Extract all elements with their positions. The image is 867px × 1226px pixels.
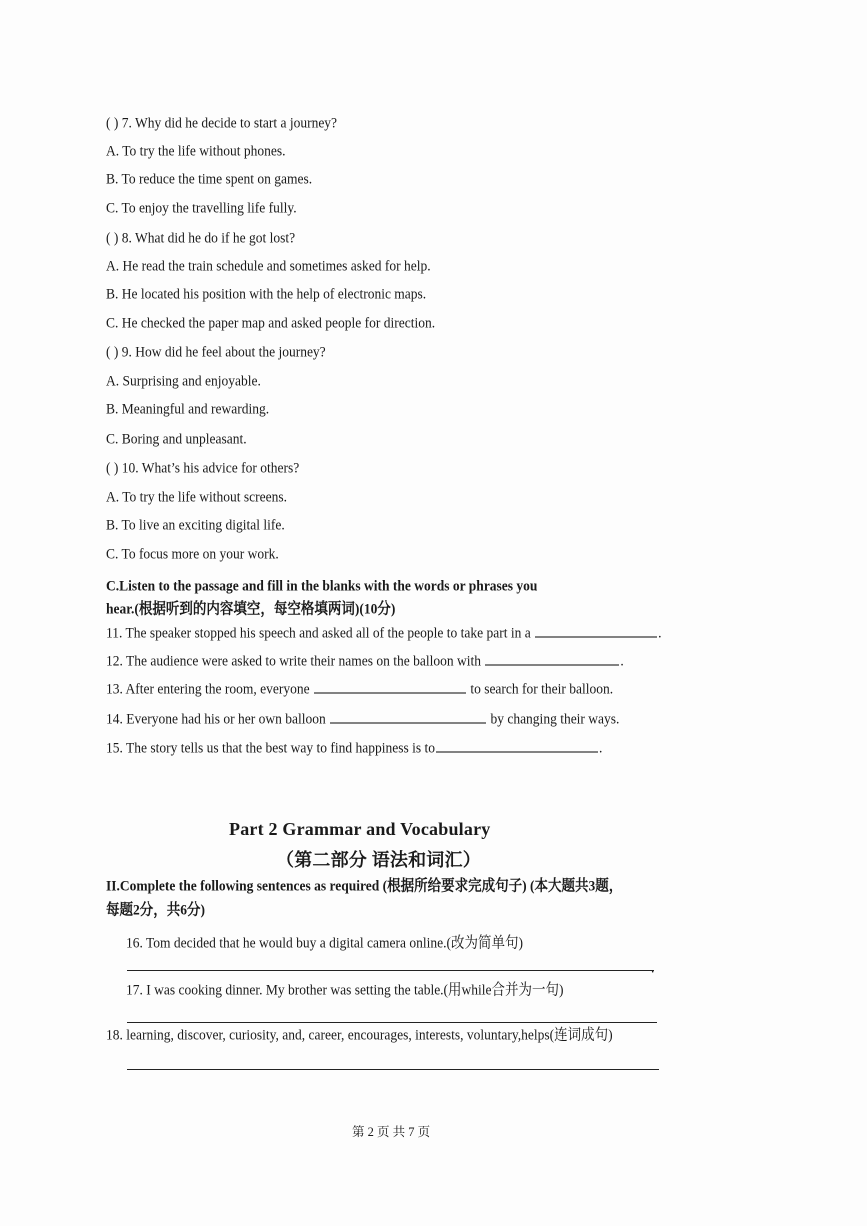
q15 [106, 738, 602, 758]
q7-option-a: A. To try the life without phones. [106, 142, 286, 159]
section-c-instruction: hear.(根据听到的内容填空，每空格填两词)(10分) [106, 600, 396, 617]
q16-end: . [651, 959, 655, 976]
q14-text: 14. Everyone had his or her own balloon [106, 710, 326, 727]
q14 [106, 709, 619, 729]
q7-option-c: C. To enjoy the travelling life fully. [106, 199, 297, 216]
q18-answer-line[interactable] [127, 1069, 659, 1070]
q9-option-a: A. Surprising and enjoyable. [106, 372, 261, 389]
page-number: 第 2 页 共 7 页 [352, 1125, 431, 1139]
q9-option-b: B. Meaningful and rewarding. [106, 400, 270, 417]
q12 [106, 651, 624, 671]
q7-stem: ( ) 7. Why did he decide to start a journey? [106, 114, 338, 131]
q8-option-b: B. He located his position with the help of electronic maps. [106, 285, 427, 302]
q7-option-b: B. To reduce the time spent on games. [106, 170, 313, 187]
q15-blank[interactable] [436, 738, 598, 753]
q13-text: 13. After entering the room, everyone [106, 680, 310, 697]
q13-end: to search for their balloon. [470, 680, 614, 697]
part2-subtitle: （第二部分 语法和词汇） [276, 850, 481, 870]
q12-blank[interactable] [485, 651, 619, 666]
q10-option-b: B. To live an exciting digital life. [106, 516, 285, 533]
q14-blank[interactable] [330, 709, 486, 724]
q9-option-c: C. Boring and unpleasant. [106, 430, 247, 447]
q17: 17. I was cooking dinner. My brother was setting the table.(用while合并为一句) [126, 981, 564, 998]
q10-option-a: A. To try the life without screens. [106, 488, 288, 505]
q13-blank[interactable] [314, 679, 466, 694]
q18: 18. learning, discover, curiosity, and, career, encourages, interests, voluntary,helps(连词成句) [106, 1026, 613, 1043]
q13 [106, 679, 613, 699]
q10-stem: ( ) 10. What’s his advice for others? [106, 459, 300, 476]
section-ii-points: 每题2分，共6分) [106, 901, 205, 918]
section-ii-heading: II.Complete the following sentences as required (根据所给要求完成句子) (本大题共3题， [106, 877, 623, 894]
q15-end: . [598, 739, 603, 756]
q10-option-c: C. To focus more on your work. [106, 545, 279, 562]
q16: 16. Tom decided that he would buy a digital camera online.(改为简单句) [126, 934, 523, 951]
section-c-heading: C.Listen to the passage and fill in the blanks with the words or phrases you [106, 577, 538, 594]
q16-answer-line[interactable] [127, 970, 654, 971]
q11 [106, 623, 662, 643]
q15-text: 15. The story tells us that the best way to find happiness is to [106, 739, 435, 756]
q8-option-a: A. He read the train schedule and sometimes asked for help. [106, 257, 431, 274]
part2-title: Part 2 Grammar and Vocabulary [229, 819, 491, 839]
q12-end: . [620, 652, 624, 669]
q8-option-c: C. He checked the paper map and asked people for direction. [106, 314, 436, 331]
q17-answer-line[interactable] [127, 1022, 657, 1023]
q12-text: 12. The audience were asked to write their names on the balloon with [106, 652, 482, 669]
q11-text: 11. The speaker stopped his speech and asked all of the people to take part in a [106, 624, 531, 641]
q11-blank[interactable] [535, 623, 657, 638]
q14-end: by changing their ways. [490, 710, 620, 727]
q8-stem: ( ) 8. What did he do if he got lost? [106, 229, 296, 246]
q9-stem: ( ) 9. How did he feel about the journey? [106, 343, 326, 360]
q11-end: . [658, 624, 662, 641]
